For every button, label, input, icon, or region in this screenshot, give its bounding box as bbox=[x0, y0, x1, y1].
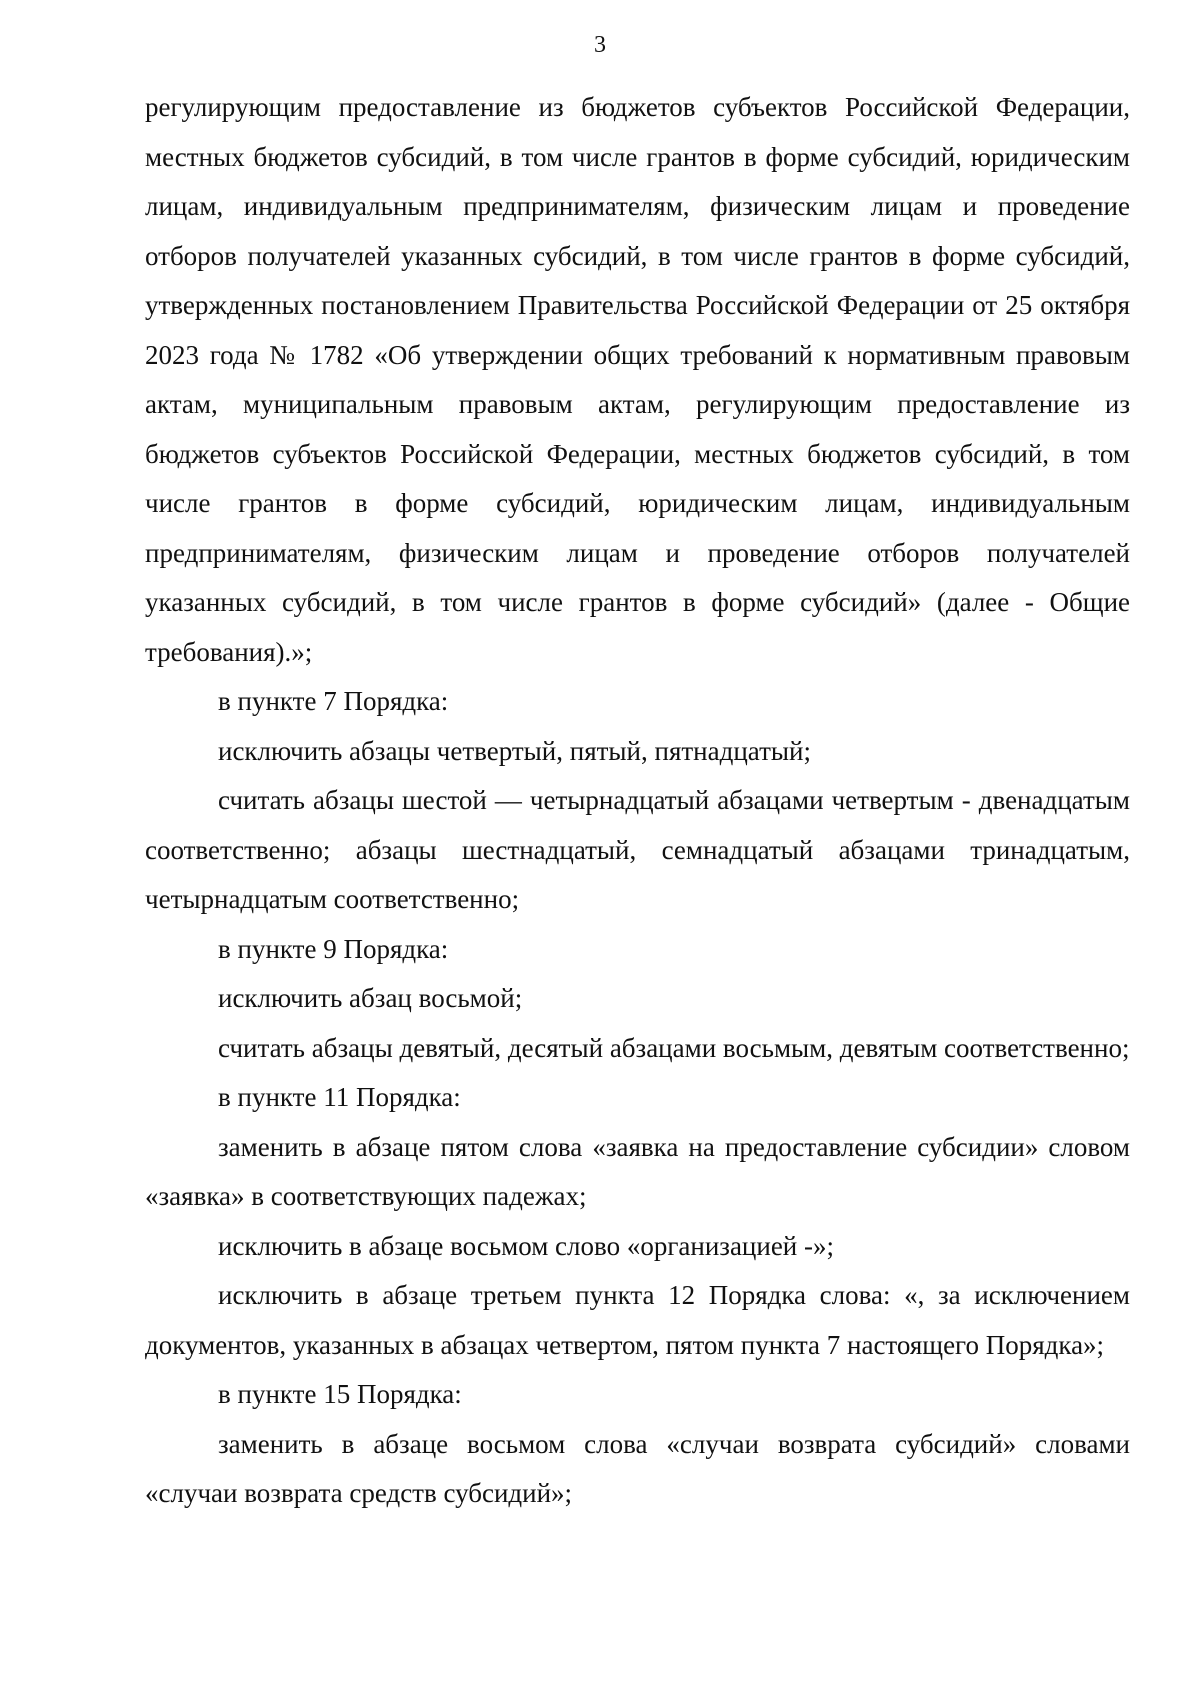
paragraph-point-12-exclude: исключить в абзаце третьем пункта 12 Порядка слова: «, за исключением документов, указанных в абзацах четвертом, пятом пункта 7 настоящего Порядка»; bbox=[145, 1280, 1130, 1360]
paragraph-point-9-heading: в пункте 9 Порядка: bbox=[218, 933, 449, 964]
paragraph-point-7-exclude: исключить абзацы четвертый, пятый, пятнадцатый; bbox=[218, 735, 811, 766]
paragraph-point-7-heading: в пункте 7 Порядка: bbox=[218, 686, 449, 716]
paragraph-point-7-renumber: считать абзацы шестой — четырнадцатый абзацами четвертым - двенадцатым соответственно; абзацы шестнадцатый, семнадцатый абзацами тринадцатым, четырнадцатым соответственно; bbox=[145, 785, 1130, 914]
paragraph-point-9-renumber: считать абзацы девятый, десятый абзацами восьмым, девятым соответственно; bbox=[218, 1032, 1130, 1063]
document-body bbox=[145, 83, 1130, 1519]
paragraph-point-15-replace: заменить в абзаце восьмом слова «случаи возврата субсидий» словами «случаи возврата средств субсидий»; bbox=[145, 1428, 1130, 1508]
paragraph-point-11-exclude: исключить в абзаце восьмом слово «организацией -»; bbox=[218, 1230, 835, 1261]
paragraph-point-9-exclude: исключить абзац восьмой; bbox=[218, 983, 523, 1013]
paragraph-point-11-heading: в пункте 11 Порядка: bbox=[218, 1082, 461, 1112]
paragraph-point-11-replace: заменить в абзаце пятом слова «заявка на предоставление субсидии» словом «заявка» в соответствующих падежах; bbox=[145, 1131, 1130, 1211]
paragraph-continuation: регулирующим предоставление из бюджетов субъектов Российской Федерации, местных бюджетов субсидий, в том числе грантов в форме субсидий, юридическим лицам, индивидуальным предпринимателям, физическим лицам и проведение отборов получателей указанных субсидий, в том числе грантов в форме субсидий, утвержденных постановлением Правительства Российской Федерации от 25 октября 2023 года № 1782 «Об утверждении общих требований к нормативным правовым актам, муниципальным правовым актам, регулирующим предоставление из бюджетов субъектов Российской Федерации, местных бюджетов субсидий, в том числе грантов в форме субсидий, юридическим лицам, индивидуальным предпринимателям, физическим лицам и проведение отборов получателей указанных субсидий, в том числе грантов в форме субсидий» (далее - Общие требования).»; bbox=[145, 92, 1130, 667]
page-number: 3 bbox=[594, 32, 606, 58]
paragraph-point-15-heading: в пункте 15 Порядка: bbox=[218, 1379, 462, 1409]
